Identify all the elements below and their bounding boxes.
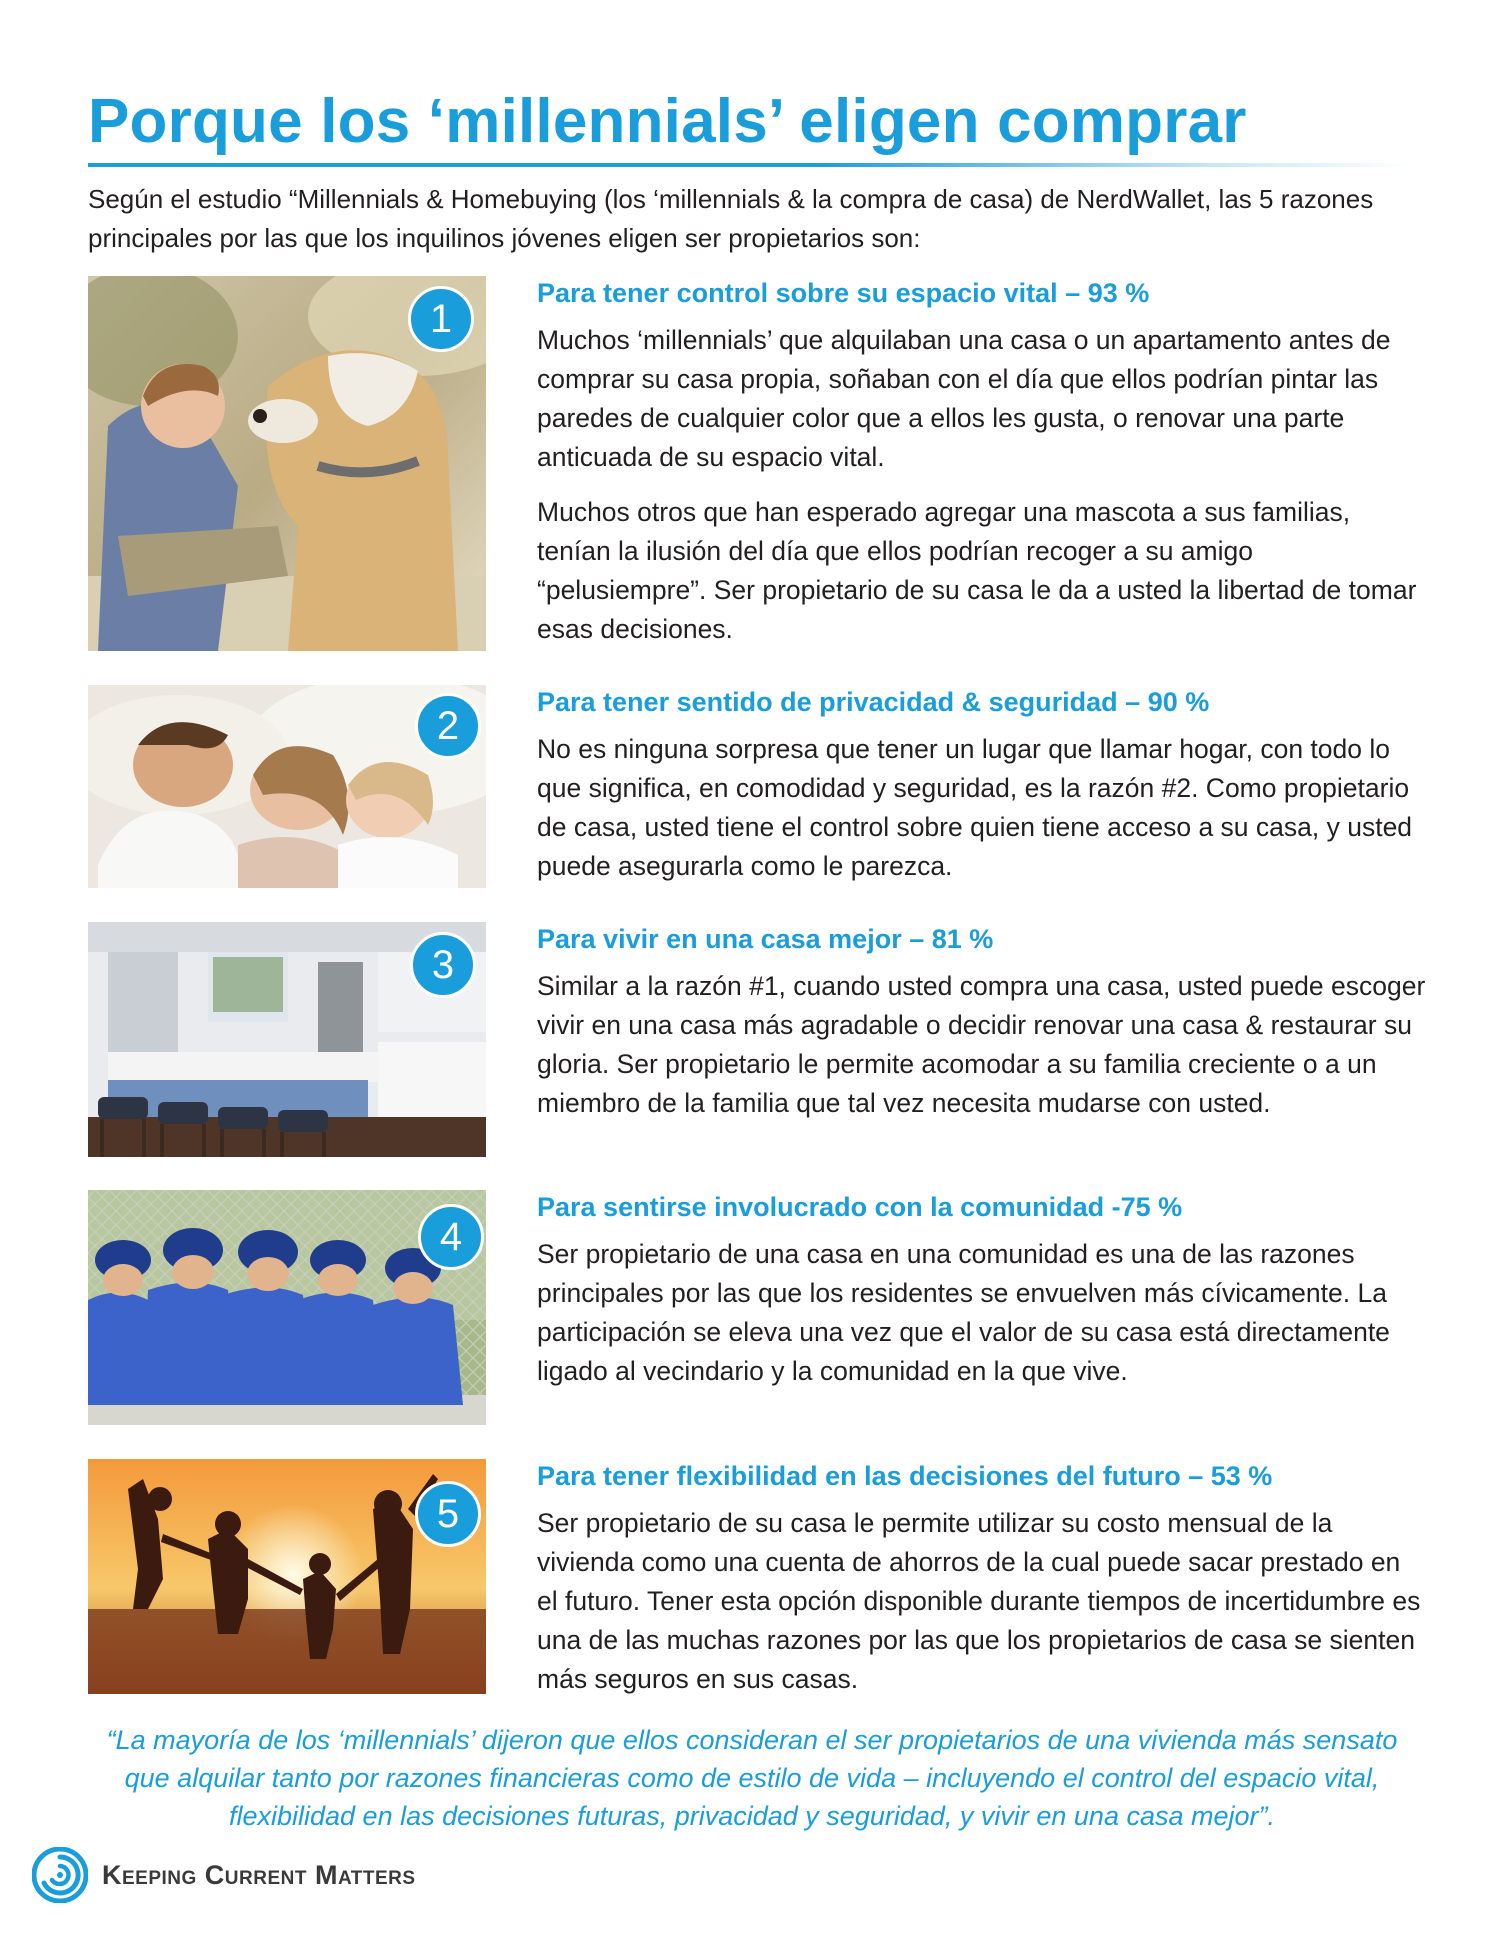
title-underline (88, 163, 1410, 167)
reason-number-badge: 5 (415, 1481, 481, 1547)
reason-number-badge: 1 (408, 286, 474, 352)
reason-paragraph: Similar a la razón #1, cuando usted compra una casa, usted puede escoger vivir en una casa más agradable o decidir renovar una casa & restaurar su gloria. Ser propietario le permite acomodar a su familia creciente o a un miembro de la familia que tal vez necesita mudarse con usted. (537, 971, 1426, 1118)
reason-section-1 (88, 276, 1428, 651)
reason-heading: Para vivir en una casa mejor – 81 % (537, 924, 994, 954)
reason-number-badge: 2 (415, 693, 481, 759)
reason-paragraph: No es ninguna sorpresa que tener un lugar que llamar hogar, con todo lo que significa, en comodidad y seguridad, es la razón #2. Como propietario de casa, usted tiene el control sobre quien tiene acceso a su casa, y usted puede asegurarla como le parezca. (537, 734, 1413, 881)
reason-number-badge: 3 (410, 932, 476, 998)
summary-quote: “La mayoría de los ‘millennials’ dijeron que ellos consideran el ser propietarios de una vivienda más sensato que alquilar tanto por razones financieras como de estilo de vida – incluyendo el control del espacio vital, flexibilidad en las decisiones futuras, privacidad y seguridad, y vivir en una casa mejor”. (106, 1725, 1398, 1831)
reason-text-block (537, 1190, 1427, 1391)
page-title: Porque los ‘millennials’ eligen comprar (88, 87, 1247, 156)
reason-heading: Para tener flexibilidad en las decisiones del futuro – 53 % (537, 1461, 1273, 1491)
brand-name: Keeping Current Matters (102, 1859, 416, 1890)
reason-section-3 (88, 922, 1428, 1157)
reason-paragraph: Ser propietario de su casa le permite utilizar su costo mensual de la vivienda como una cuenta de ahorros de la cual puede sacar prestado en el futuro. Tener esta opción disponible durante tiempos de incertidumbre es una de las muchas razones por las que los propietarios de casa se sienten más seguros en sus casas. (537, 1508, 1421, 1694)
reason-text-block (537, 1459, 1427, 1699)
kcm-logo-icon (32, 1847, 88, 1903)
reason-paragraph: Muchos otros que han esperado agregar una mascota a sus familias, tenían la ilusión del día que ellos podrían recoger a su amigo “pelusiempre”. Ser propietario de su casa le da a usted la libertad de tomar esas decisiones. (537, 497, 1417, 644)
reason-section-4 (88, 1190, 1428, 1425)
reason-paragraph: Ser propietario de una casa en una comunidad es una de las razones principales por las que los residentes se envuelven más cívicamente. La participación se eleva una vez que el valor de su casa está directamente ligado al vecindario y la comunidad en la que vive. (537, 1239, 1390, 1386)
reason-section-2 (88, 685, 1428, 888)
reason-heading: Para sentirse involucrado con la comunidad -75 % (537, 1192, 1183, 1222)
reason-text-block (537, 276, 1427, 649)
reason-number-badge: 4 (418, 1204, 484, 1270)
reason-heading: Para tener sentido de privacidad & seguridad – 90 % (537, 687, 1210, 717)
reason-paragraph: Muchos ‘millennials’ que alquilaban una casa o un apartamento antes de comprar su casa propia, soñaban con el día que ellos podrían pintar las paredes de cualquier color que a ellos les gusta, o renovar una parte anticuada de su espacio vital. (537, 325, 1391, 472)
intro-text: Según el estudio “Millennials & Homebuying (los ‘millennials & la compra de casa) de NerdWallet, las 5 razones principales por las que los inquilinos jóvenes eligen ser propietarios son: (88, 184, 1374, 253)
reason-text-block (537, 922, 1427, 1123)
footer (32, 1845, 416, 1905)
reason-heading: Para tener control sobre su espacio vital – 93 % (537, 278, 1150, 308)
reason-text-block (537, 685, 1427, 886)
reason-section-5 (88, 1459, 1428, 1694)
